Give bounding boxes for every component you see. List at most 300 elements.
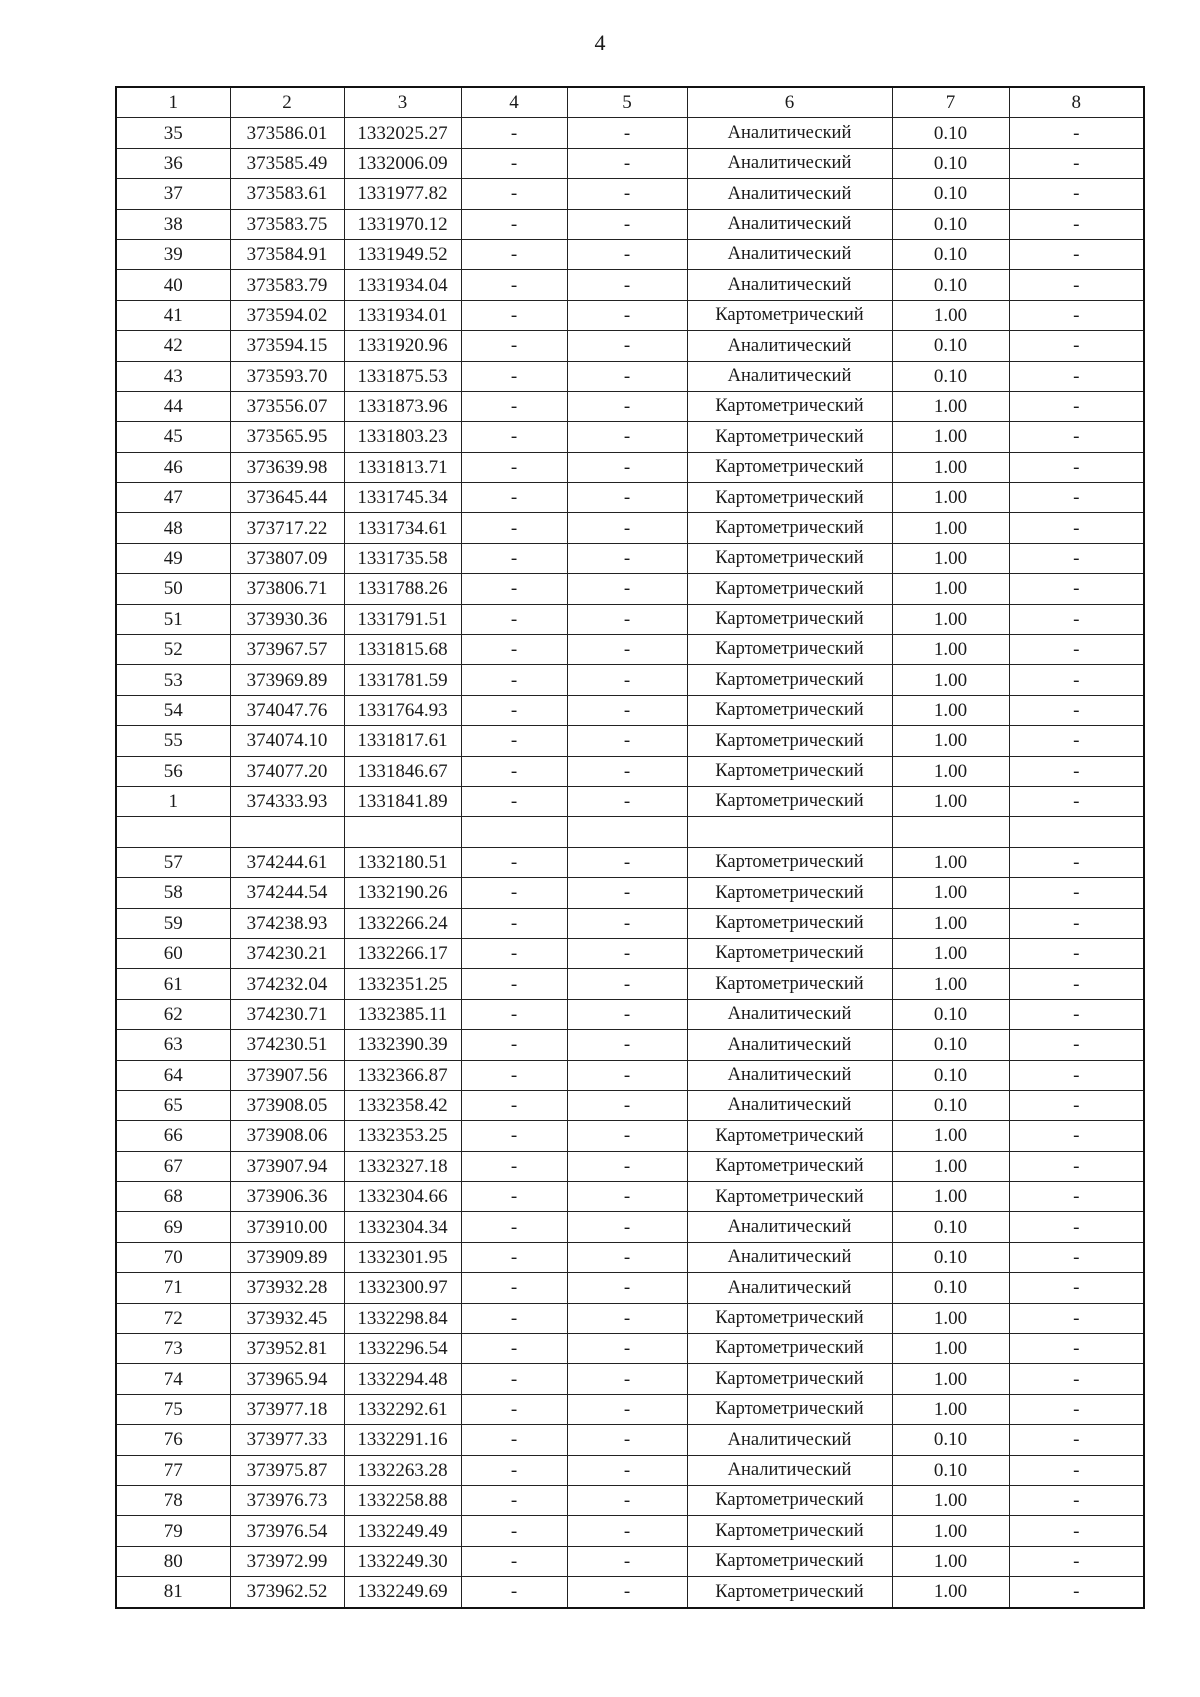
cell-accuracy: 1.00 [892, 604, 1009, 634]
cell-y-coordinate: 1331817.61 [344, 726, 461, 756]
cell-col-4: - [461, 1546, 567, 1576]
table-row [116, 1425, 1144, 1455]
cell-col-5: - [567, 1182, 687, 1212]
table-row [116, 756, 1144, 786]
cell-col-5: - [567, 1030, 687, 1060]
cell-x-coordinate: 373908.05 [230, 1090, 344, 1120]
cell-col-8: - [1009, 1121, 1144, 1151]
cell-col-8: - [1009, 574, 1144, 604]
cell-y-coordinate: 1331873.96 [344, 391, 461, 421]
column-header-5: 5 [567, 87, 687, 118]
cell-accuracy: 0.10 [892, 1242, 1009, 1272]
cell-point-number: 68 [116, 1182, 230, 1212]
cell-col-4: - [461, 878, 567, 908]
cell-method: Картометрический [687, 726, 892, 756]
table-row [116, 422, 1144, 452]
cell-point-number: 72 [116, 1303, 230, 1333]
table-row [116, 300, 1144, 330]
cell-point-number: 74 [116, 1364, 230, 1394]
cell-col-5: - [567, 969, 687, 999]
table-row [116, 1030, 1144, 1060]
table-row [116, 969, 1144, 999]
cell-x-coordinate: 373977.18 [230, 1394, 344, 1424]
cell-x-coordinate: 373969.89 [230, 665, 344, 695]
cell-point-number: 48 [116, 513, 230, 543]
table-row [116, 179, 1144, 209]
cell-y-coordinate: 1331788.26 [344, 574, 461, 604]
cell-col-4: - [461, 938, 567, 968]
cell-col-8: - [1009, 1334, 1144, 1364]
cell-point-number: 53 [116, 665, 230, 695]
cell-x-coordinate: 373593.70 [230, 361, 344, 391]
cell-accuracy: 1.00 [892, 1577, 1009, 1608]
table-row [116, 1516, 1144, 1546]
cell-y-coordinate: 1331764.93 [344, 695, 461, 725]
table-row [116, 1212, 1144, 1242]
cell-x-coordinate: 373583.61 [230, 179, 344, 209]
cell-method: Аналитический [687, 1242, 892, 1272]
cell-accuracy: 0.10 [892, 999, 1009, 1029]
cell-col-4: - [461, 361, 567, 391]
cell-x-coordinate [230, 817, 344, 847]
cell-accuracy: 0.10 [892, 239, 1009, 269]
cell-col-5: - [567, 452, 687, 482]
cell-col-5: - [567, 1425, 687, 1455]
cell-col-4: - [461, 1212, 567, 1242]
cell-col-8: - [1009, 695, 1144, 725]
cell-col-8: - [1009, 604, 1144, 634]
cell-col-4: - [461, 391, 567, 421]
table-row [116, 817, 1144, 847]
cell-accuracy: 1.00 [892, 695, 1009, 725]
cell-accuracy: 1.00 [892, 1303, 1009, 1333]
cell-accuracy: 0.10 [892, 1212, 1009, 1242]
table-row [116, 239, 1144, 269]
cell-col-5: - [567, 1455, 687, 1485]
cell-col-4: - [461, 1394, 567, 1424]
column-header-3: 3 [344, 87, 461, 118]
cell-col-4: - [461, 1425, 567, 1455]
cell-y-coordinate: 1331846.67 [344, 756, 461, 786]
cell-col-4: - [461, 726, 567, 756]
table-row [116, 209, 1144, 239]
cell-x-coordinate: 373807.09 [230, 543, 344, 573]
cell-col-4: - [461, 300, 567, 330]
cell-col-8: - [1009, 118, 1144, 148]
cell-x-coordinate: 373965.94 [230, 1364, 344, 1394]
cell-y-coordinate: 1331977.82 [344, 179, 461, 209]
cell-method: Картометрический [687, 878, 892, 908]
cell-col-5: - [567, 1121, 687, 1151]
cell-col-8: - [1009, 543, 1144, 573]
cell-y-coordinate: 1331735.58 [344, 543, 461, 573]
cell-x-coordinate: 374230.21 [230, 938, 344, 968]
cell-col-5: - [567, 209, 687, 239]
cell-accuracy: 1.00 [892, 908, 1009, 938]
cell-col-5: - [567, 878, 687, 908]
cell-accuracy: 0.10 [892, 361, 1009, 391]
cell-col-4: - [461, 1455, 567, 1485]
cell-point-number [116, 817, 230, 847]
cell-accuracy: 1.00 [892, 726, 1009, 756]
cell-method [687, 817, 892, 847]
cell-y-coordinate: 1331781.59 [344, 665, 461, 695]
cell-method: Картометрический [687, 665, 892, 695]
cell-method: Картометрический [687, 574, 892, 604]
cell-point-number: 76 [116, 1425, 230, 1455]
cell-point-number: 52 [116, 635, 230, 665]
cell-point-number: 78 [116, 1485, 230, 1515]
cell-col-4: - [461, 695, 567, 725]
cell-method: Аналитический [687, 270, 892, 300]
cell-x-coordinate: 373962.52 [230, 1577, 344, 1608]
cell-y-coordinate: 1331934.01 [344, 300, 461, 330]
cell-col-5: - [567, 938, 687, 968]
cell-col-4: - [461, 1030, 567, 1060]
table-row [116, 270, 1144, 300]
cell-y-coordinate: 1332301.95 [344, 1242, 461, 1272]
cell-y-coordinate: 1331934.04 [344, 270, 461, 300]
cell-col-5: - [567, 695, 687, 725]
cell-method: Аналитический [687, 179, 892, 209]
cell-y-coordinate: 1331745.34 [344, 483, 461, 513]
cell-col-5 [567, 817, 687, 847]
cell-col-8: - [1009, 635, 1144, 665]
cell-y-coordinate [344, 817, 461, 847]
cell-accuracy: 0.10 [892, 1455, 1009, 1485]
cell-accuracy: 1.00 [892, 543, 1009, 573]
table-row [116, 483, 1144, 513]
cell-col-8: - [1009, 300, 1144, 330]
cell-col-8: - [1009, 1060, 1144, 1090]
cell-method: Картометрический [687, 969, 892, 999]
cell-col-4: - [461, 1090, 567, 1120]
cell-method: Картометрический [687, 513, 892, 543]
cell-col-4: - [461, 1121, 567, 1151]
cell-point-number: 43 [116, 361, 230, 391]
cell-col-5: - [567, 331, 687, 361]
cell-accuracy: 1.00 [892, 1516, 1009, 1546]
cell-col-5: - [567, 179, 687, 209]
cell-accuracy: 1.00 [892, 878, 1009, 908]
cell-col-4: - [461, 908, 567, 938]
cell-method: Аналитический [687, 1273, 892, 1303]
cell-accuracy: 0.10 [892, 1273, 1009, 1303]
cell-x-coordinate: 373906.36 [230, 1182, 344, 1212]
cell-accuracy: 1.00 [892, 665, 1009, 695]
cell-col-5: - [567, 543, 687, 573]
cell-method: Картометрический [687, 635, 892, 665]
cell-col-4: - [461, 1577, 567, 1608]
cell-accuracy: 1.00 [892, 391, 1009, 421]
cell-x-coordinate: 373967.57 [230, 635, 344, 665]
cell-accuracy: 1.00 [892, 1182, 1009, 1212]
cell-y-coordinate: 1331815.68 [344, 635, 461, 665]
cell-x-coordinate: 373910.00 [230, 1212, 344, 1242]
cell-col-8: - [1009, 1546, 1144, 1576]
table-row [116, 1394, 1144, 1424]
table-row [116, 938, 1144, 968]
cell-x-coordinate: 373594.15 [230, 331, 344, 361]
table-row [116, 1364, 1144, 1394]
cell-y-coordinate: 1331920.96 [344, 331, 461, 361]
cell-accuracy: 1.00 [892, 635, 1009, 665]
table-row [116, 635, 1144, 665]
table-row [116, 726, 1144, 756]
cell-point-number: 58 [116, 878, 230, 908]
table-row [116, 391, 1144, 421]
cell-x-coordinate: 374074.10 [230, 726, 344, 756]
cell-point-number: 75 [116, 1394, 230, 1424]
cell-col-8: - [1009, 999, 1144, 1029]
cell-point-number: 51 [116, 604, 230, 634]
cell-col-8: - [1009, 1303, 1144, 1333]
cell-point-number: 80 [116, 1546, 230, 1576]
cell-col-5: - [567, 756, 687, 786]
cell-method: Картометрический [687, 938, 892, 968]
cell-col-5: - [567, 1394, 687, 1424]
cell-col-4: - [461, 665, 567, 695]
table-row [116, 878, 1144, 908]
column-header-7: 7 [892, 87, 1009, 118]
cell-col-4: - [461, 1060, 567, 1090]
cell-col-5: - [567, 726, 687, 756]
cell-x-coordinate: 373930.36 [230, 604, 344, 634]
cell-col-8 [1009, 817, 1144, 847]
cell-accuracy: 1.00 [892, 756, 1009, 786]
cell-x-coordinate: 373972.99 [230, 1546, 344, 1576]
cell-col-8: - [1009, 665, 1144, 695]
cell-col-8: - [1009, 1364, 1144, 1394]
cell-x-coordinate: 374230.51 [230, 1030, 344, 1060]
cell-col-4: - [461, 1273, 567, 1303]
cell-accuracy: 0.10 [892, 118, 1009, 148]
cell-col-5: - [567, 1212, 687, 1242]
table-row [116, 1121, 1144, 1151]
cell-accuracy: 1.00 [892, 847, 1009, 877]
cell-method: Картометрический [687, 1364, 892, 1394]
cell-col-8: - [1009, 1242, 1144, 1272]
cell-col-5: - [567, 513, 687, 543]
cell-col-5: - [567, 391, 687, 421]
cell-y-coordinate: 1332366.87 [344, 1060, 461, 1090]
cell-method: Картометрический [687, 1334, 892, 1364]
cell-col-5: - [567, 361, 687, 391]
cell-y-coordinate: 1332180.51 [344, 847, 461, 877]
cell-col-5: - [567, 118, 687, 148]
cell-col-8: - [1009, 391, 1144, 421]
cell-method: Аналитический [687, 1090, 892, 1120]
cell-point-number: 77 [116, 1455, 230, 1485]
cell-y-coordinate: 1331875.53 [344, 361, 461, 391]
cell-method: Аналитический [687, 1212, 892, 1242]
cell-col-8: - [1009, 756, 1144, 786]
cell-method: Картометрический [687, 391, 892, 421]
cell-method: Аналитический [687, 1060, 892, 1090]
cell-col-4: - [461, 1182, 567, 1212]
cell-y-coordinate: 1332304.66 [344, 1182, 461, 1212]
cell-method: Картометрический [687, 756, 892, 786]
cell-x-coordinate: 373975.87 [230, 1455, 344, 1485]
cell-y-coordinate: 1332006.09 [344, 148, 461, 178]
cell-point-number: 55 [116, 726, 230, 756]
cell-accuracy: 1.00 [892, 1151, 1009, 1181]
cell-point-number: 46 [116, 452, 230, 482]
cell-col-5: - [567, 422, 687, 452]
cell-col-8: - [1009, 452, 1144, 482]
table-header-row [116, 87, 1144, 118]
cell-y-coordinate: 1331803.23 [344, 422, 461, 452]
cell-col-5: - [567, 574, 687, 604]
cell-point-number: 81 [116, 1577, 230, 1608]
cell-x-coordinate: 373806.71 [230, 574, 344, 604]
cell-col-8: - [1009, 483, 1144, 513]
cell-col-8: - [1009, 361, 1144, 391]
cell-method: Аналитический [687, 118, 892, 148]
cell-x-coordinate: 373583.75 [230, 209, 344, 239]
cell-col-4: - [461, 1334, 567, 1364]
cell-y-coordinate: 1332291.16 [344, 1425, 461, 1455]
cell-method: Картометрический [687, 1394, 892, 1424]
cell-point-number: 61 [116, 969, 230, 999]
cell-accuracy: 0.10 [892, 179, 1009, 209]
cell-col-5: - [567, 239, 687, 269]
cell-method: Картометрический [687, 483, 892, 513]
cell-method: Картометрический [687, 1151, 892, 1181]
table-row [116, 361, 1144, 391]
cell-x-coordinate: 373932.28 [230, 1273, 344, 1303]
cell-y-coordinate: 1331841.89 [344, 786, 461, 816]
table-row [116, 1577, 1144, 1608]
cell-col-8: - [1009, 148, 1144, 178]
cell-col-4: - [461, 209, 567, 239]
cell-point-number: 70 [116, 1242, 230, 1272]
table-row [116, 1455, 1144, 1485]
cell-x-coordinate: 373952.81 [230, 1334, 344, 1364]
cell-y-coordinate: 1332292.61 [344, 1394, 461, 1424]
cell-y-coordinate: 1331970.12 [344, 209, 461, 239]
cell-col-5: - [567, 270, 687, 300]
cell-col-4: - [461, 1303, 567, 1333]
cell-col-8: - [1009, 1090, 1144, 1120]
cell-col-5: - [567, 1334, 687, 1364]
cell-point-number: 40 [116, 270, 230, 300]
cell-x-coordinate: 373586.01 [230, 118, 344, 148]
cell-col-5: - [567, 1364, 687, 1394]
cell-point-number: 59 [116, 908, 230, 938]
table-row [116, 148, 1144, 178]
cell-x-coordinate: 373584.91 [230, 239, 344, 269]
cell-accuracy: 1.00 [892, 1334, 1009, 1364]
cell-accuracy [892, 817, 1009, 847]
column-header-1: 1 [116, 87, 230, 118]
cell-col-4: - [461, 1485, 567, 1515]
cell-col-4: - [461, 1516, 567, 1546]
cell-x-coordinate: 374333.93 [230, 786, 344, 816]
cell-point-number: 67 [116, 1151, 230, 1181]
cell-x-coordinate: 373907.94 [230, 1151, 344, 1181]
cell-method: Аналитический [687, 239, 892, 269]
cell-y-coordinate: 1332266.17 [344, 938, 461, 968]
table-row [116, 118, 1144, 148]
cell-col-8: - [1009, 1212, 1144, 1242]
cell-col-4: - [461, 847, 567, 877]
cell-method: Картометрический [687, 1182, 892, 1212]
cell-col-5: - [567, 1151, 687, 1181]
cell-method: Картометрический [687, 908, 892, 938]
cell-col-4: - [461, 148, 567, 178]
cell-method: Картометрический [687, 422, 892, 452]
cell-accuracy: 0.10 [892, 1425, 1009, 1455]
cell-col-8: - [1009, 1030, 1144, 1060]
coordinates-table [115, 86, 1145, 1609]
table-row [116, 1546, 1144, 1576]
cell-col-8: - [1009, 908, 1144, 938]
table-row [116, 452, 1144, 482]
cell-point-number: 73 [116, 1334, 230, 1364]
cell-col-4: - [461, 999, 567, 1029]
cell-col-4: - [461, 331, 567, 361]
cell-col-4: - [461, 1364, 567, 1394]
cell-y-coordinate: 1332351.25 [344, 969, 461, 999]
cell-y-coordinate: 1332249.30 [344, 1546, 461, 1576]
cell-x-coordinate: 373645.44 [230, 483, 344, 513]
cell-method: Картометрический [687, 543, 892, 573]
cell-col-8: - [1009, 1485, 1144, 1515]
table-row [116, 1090, 1144, 1120]
table-row [116, 604, 1144, 634]
cell-col-8: - [1009, 938, 1144, 968]
cell-x-coordinate: 374232.04 [230, 969, 344, 999]
cell-col-8: - [1009, 513, 1144, 543]
cell-col-4: - [461, 483, 567, 513]
table-row [116, 1334, 1144, 1364]
cell-point-number: 37 [116, 179, 230, 209]
cell-col-8: - [1009, 878, 1144, 908]
cell-method: Картометрический [687, 1121, 892, 1151]
column-header-4: 4 [461, 87, 567, 118]
cell-y-coordinate: 1332296.54 [344, 1334, 461, 1364]
cell-col-5: - [567, 483, 687, 513]
table-row [116, 847, 1144, 877]
cell-y-coordinate: 1332298.84 [344, 1303, 461, 1333]
table-row [116, 1151, 1144, 1181]
column-header-8: 8 [1009, 87, 1144, 118]
table-row [116, 574, 1144, 604]
cell-y-coordinate: 1331791.51 [344, 604, 461, 634]
cell-method: Картометрический [687, 786, 892, 816]
cell-accuracy: 0.10 [892, 1030, 1009, 1060]
cell-col-4: - [461, 513, 567, 543]
cell-col-8: - [1009, 847, 1144, 877]
cell-x-coordinate: 374230.71 [230, 999, 344, 1029]
cell-col-4: - [461, 604, 567, 634]
cell-col-8: - [1009, 1425, 1144, 1455]
cell-point-number: 65 [116, 1090, 230, 1120]
cell-y-coordinate: 1332263.28 [344, 1455, 461, 1485]
cell-y-coordinate: 1332385.11 [344, 999, 461, 1029]
cell-accuracy: 1.00 [892, 969, 1009, 999]
cell-point-number: 63 [116, 1030, 230, 1060]
cell-col-8: - [1009, 726, 1144, 756]
cell-point-number: 39 [116, 239, 230, 269]
cell-y-coordinate: 1332327.18 [344, 1151, 461, 1181]
cell-method: Аналитический [687, 1425, 892, 1455]
cell-col-4: - [461, 756, 567, 786]
cell-point-number: 36 [116, 148, 230, 178]
cell-point-number: 41 [116, 300, 230, 330]
cell-x-coordinate: 373717.22 [230, 513, 344, 543]
